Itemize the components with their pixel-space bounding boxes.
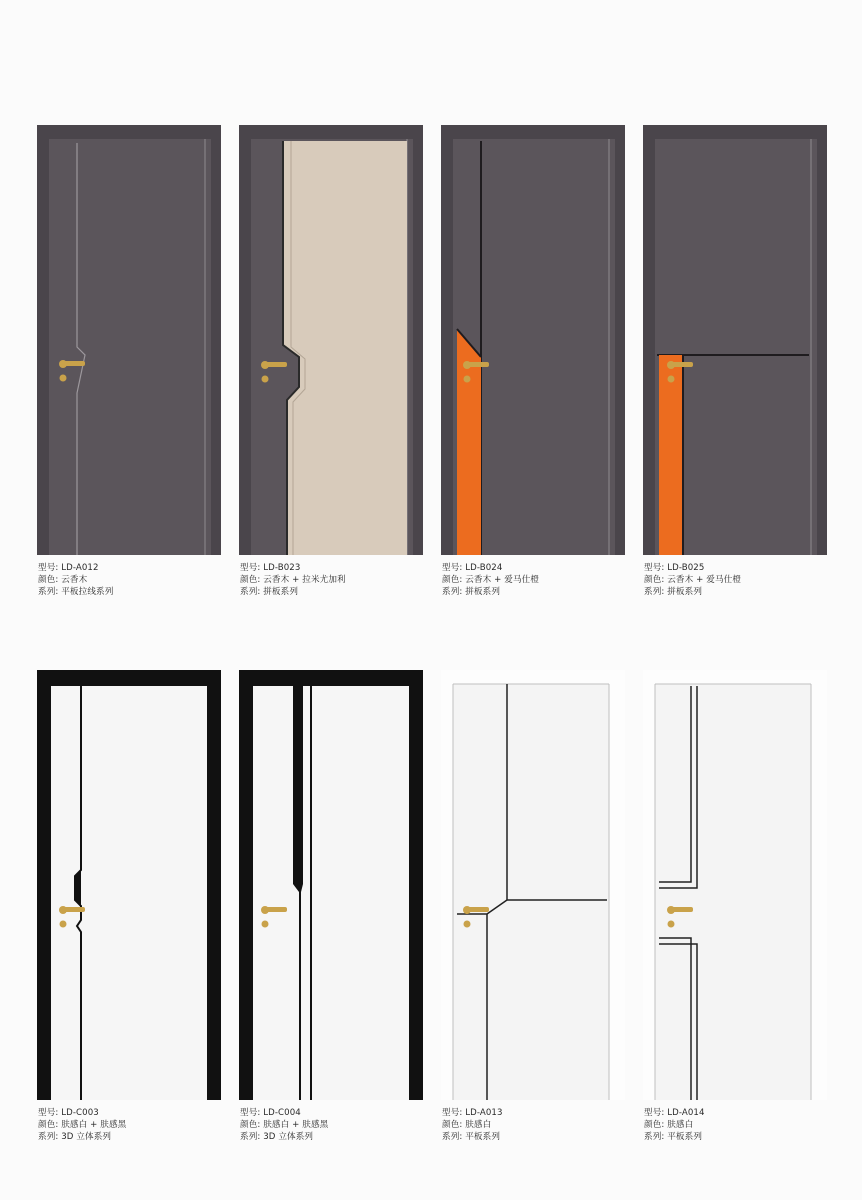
series-value: 3D 立体系列 bbox=[263, 1132, 314, 1142]
color-value: 肤感白 + 肤感黑 bbox=[263, 1120, 329, 1130]
color-label: 颜色: bbox=[240, 575, 261, 585]
door-image-ld-a013 bbox=[441, 670, 625, 1100]
product-caption bbox=[644, 562, 741, 598]
color-label: 颜色: bbox=[38, 575, 59, 585]
color-value: 肤感白 bbox=[465, 1120, 492, 1130]
model-value: LD-A013 bbox=[465, 1108, 503, 1118]
color-label: 颜色: bbox=[644, 575, 665, 585]
color-label: 颜色: bbox=[38, 1120, 59, 1130]
model-label: 型号: bbox=[240, 1108, 261, 1118]
model-label: 型号: bbox=[644, 563, 665, 573]
door-image-ld-c003 bbox=[37, 670, 221, 1100]
series-value: 平板系列 bbox=[465, 1132, 501, 1142]
model-label: 型号: bbox=[240, 563, 261, 573]
color-value: 云香木 bbox=[61, 575, 88, 585]
model-value: LD-B023 bbox=[263, 563, 301, 573]
series-value: 3D 立体系列 bbox=[61, 1132, 112, 1142]
model-label: 型号: bbox=[38, 563, 59, 573]
product-caption bbox=[240, 562, 346, 598]
series-value: 平板拉线系列 bbox=[61, 587, 114, 597]
color-label: 颜色: bbox=[240, 1120, 261, 1130]
color-value: 云香木 + 爱马仕橙 bbox=[667, 575, 742, 585]
color-label: 颜色: bbox=[644, 1120, 665, 1130]
door-image-ld-b024 bbox=[441, 125, 625, 555]
series-value: 平板系列 bbox=[667, 1132, 703, 1142]
model-label: 型号: bbox=[38, 1108, 59, 1118]
product-caption bbox=[644, 1107, 705, 1143]
color-label: 颜色: bbox=[442, 1120, 463, 1130]
series-value: 拼板系列 bbox=[465, 587, 501, 597]
series-label: 系列: bbox=[442, 587, 463, 597]
color-label: 颜色: bbox=[442, 575, 463, 585]
color-value: 肤感白 bbox=[667, 1120, 694, 1130]
series-label: 系列: bbox=[38, 1132, 59, 1142]
model-label: 型号: bbox=[644, 1108, 665, 1118]
color-value: 云香木 + 拉米尤加利 bbox=[263, 575, 346, 585]
door-image-ld-b025 bbox=[643, 125, 827, 555]
product-caption bbox=[240, 1107, 328, 1143]
model-label: 型号: bbox=[442, 1108, 463, 1118]
model-value: LD-C003 bbox=[61, 1108, 99, 1118]
model-value: LD-A014 bbox=[667, 1108, 705, 1118]
series-label: 系列: bbox=[240, 587, 261, 597]
product-caption bbox=[38, 562, 113, 598]
product-caption bbox=[442, 1107, 503, 1143]
series-value: 拼板系列 bbox=[263, 587, 299, 597]
model-value: LD-C004 bbox=[263, 1108, 301, 1118]
model-value: LD-B024 bbox=[465, 563, 503, 573]
series-label: 系列: bbox=[644, 587, 665, 597]
series-label: 系列: bbox=[442, 1132, 463, 1142]
model-value: LD-B025 bbox=[667, 563, 705, 573]
door-image-ld-c004 bbox=[239, 670, 423, 1100]
color-value: 云香木 + 爱马仕橙 bbox=[465, 575, 540, 585]
model-value: LD-A012 bbox=[61, 563, 99, 573]
color-value: 肤感白 + 肤感黑 bbox=[61, 1120, 127, 1130]
series-label: 系列: bbox=[644, 1132, 665, 1142]
product-caption bbox=[38, 1107, 126, 1143]
door-image-ld-b023 bbox=[239, 125, 423, 555]
model-label: 型号: bbox=[442, 563, 463, 573]
series-value: 拼板系列 bbox=[667, 587, 703, 597]
door-image-ld-a014 bbox=[643, 670, 827, 1100]
product-caption bbox=[442, 562, 539, 598]
series-label: 系列: bbox=[240, 1132, 261, 1142]
door-image-ld-a012 bbox=[37, 125, 221, 555]
series-label: 系列: bbox=[38, 587, 59, 597]
